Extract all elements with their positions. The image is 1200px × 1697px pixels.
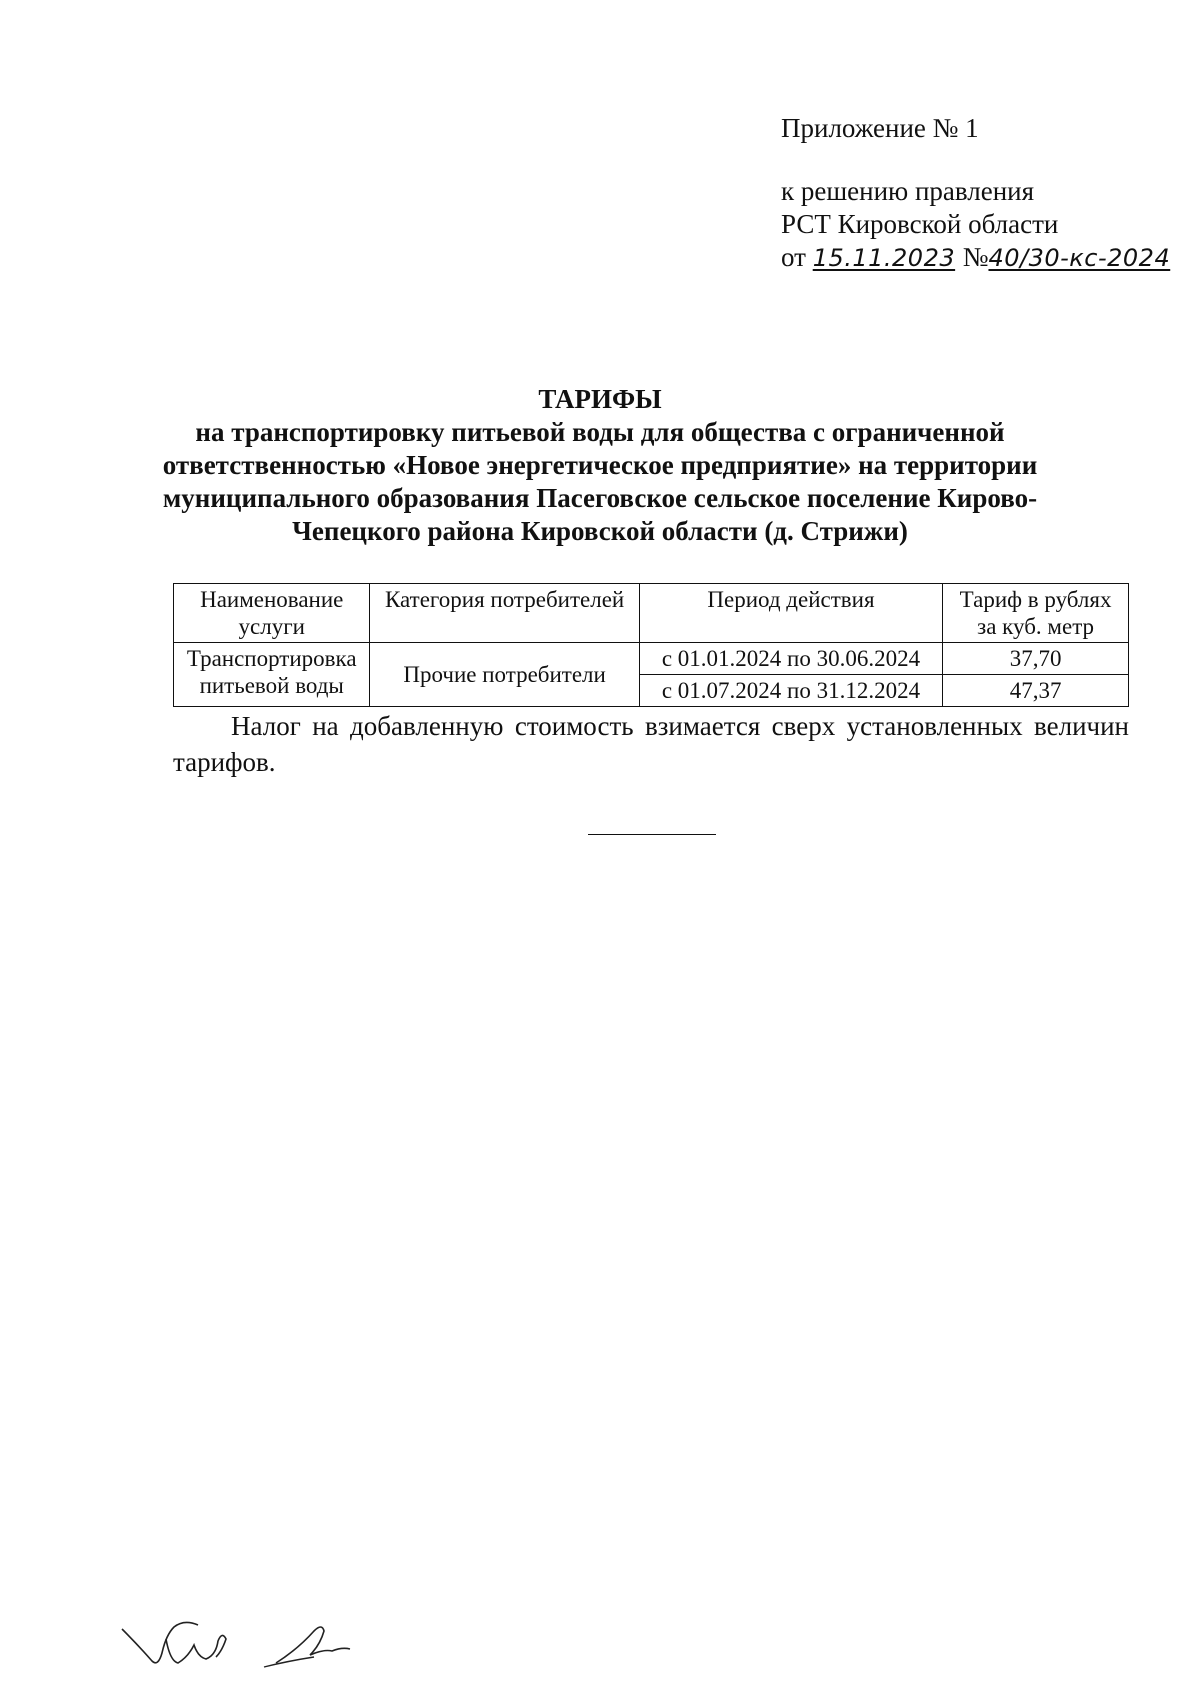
closing-rule bbox=[588, 834, 716, 835]
appendix-to-decision: к решению правления bbox=[781, 176, 1035, 206]
signature-marks bbox=[118, 1605, 378, 1677]
document-title bbox=[160, 383, 1040, 548]
cell-category: Прочие потребители bbox=[370, 643, 639, 707]
cell-period: с 01.01.2024 по 30.06.2024 bbox=[639, 643, 942, 675]
table-row bbox=[174, 643, 1129, 675]
appendix-block bbox=[781, 112, 1170, 275]
title-heading: ТАРИФЫ bbox=[538, 384, 662, 414]
appendix-date-line bbox=[781, 241, 1170, 275]
title-subheading: на транспортировку питьевой воды для общества с ограниченной ответственностью «Новое энергетическое предприятие» на территории муниципального образования Пасеговское сельское поселение Кирово-Чепецкого района Кировской области (д. Стрижи) bbox=[162, 417, 1038, 546]
table-header-row bbox=[174, 584, 1129, 643]
tariff-table bbox=[173, 583, 1129, 707]
handwritten-date: 15.11.2023 bbox=[812, 244, 956, 272]
cell-tariff: 37,70 bbox=[943, 643, 1129, 675]
header-service: Наименование услуги bbox=[174, 584, 370, 643]
cell-tariff: 47,37 bbox=[943, 675, 1129, 707]
header-tariff: Тариф в рублях за куб. метр bbox=[943, 584, 1129, 643]
handwritten-decision-number: 40/30-кс-2024 bbox=[988, 244, 1171, 272]
date-prefix: от bbox=[781, 242, 806, 272]
vat-note: Налог на добавленную стоимость взимается сверх установленных величин тарифов. bbox=[173, 711, 1129, 777]
appendix-number: Приложение № 1 bbox=[781, 113, 979, 143]
appendix-authority: РСТ Кировской области bbox=[781, 209, 1059, 239]
header-period: Период действия bbox=[639, 584, 942, 643]
number-prefix: № bbox=[962, 242, 989, 272]
cell-service: Транспортировка питьевой воды bbox=[174, 643, 370, 707]
cell-period: с 01.07.2024 по 31.12.2024 bbox=[639, 675, 942, 707]
header-category: Категория потребителей bbox=[370, 584, 639, 643]
